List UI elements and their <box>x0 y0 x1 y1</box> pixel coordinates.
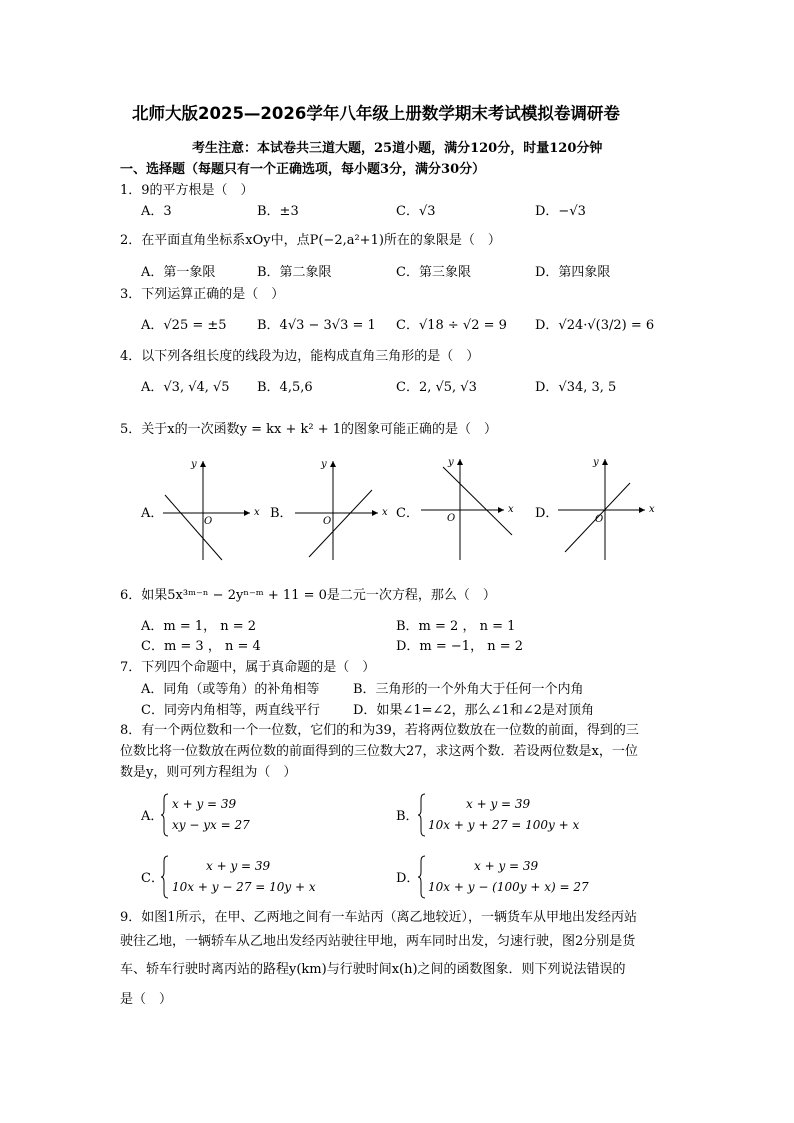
origin-label: O <box>595 514 604 525</box>
question-1-option-c[interactable]: C．√3 <box>396 204 436 219</box>
question-7-option-c[interactable]: C．同旁内角相等，两直线平行 <box>141 703 320 718</box>
question-2-option-c[interactable]: C．第三象限 <box>396 265 471 280</box>
graph-b <box>292 455 392 565</box>
y-axis-label: y <box>321 459 327 470</box>
question-8-option-b[interactable]: B． <box>396 809 419 824</box>
question-8-d-eq-1: x + y = 39 <box>474 859 539 873</box>
brace-d <box>417 855 427 899</box>
origin-label: O <box>204 516 213 527</box>
x-axis-label: x <box>508 504 514 515</box>
question-8-option-a[interactable]: A． <box>141 809 164 824</box>
question-1-option-d[interactable]: D．−√3 <box>535 204 586 219</box>
page-title: 北师大版2025—2026学年八年级上册数学期末考试模拟卷调研卷 <box>132 104 620 123</box>
origin-label: O <box>447 513 456 524</box>
question-4-option-a[interactable]: A．√3, √4, √5 <box>141 380 230 395</box>
question-9-line-3: 车、轿车行驶时离丙站的路程y(km)与行驶时间x(h)之间的函数图象．则下列说法错误的 <box>120 962 626 977</box>
question-4-stem: 4．以下列各组长度的线段为边，能构成直角三角形的是（ ） <box>120 349 480 364</box>
graph-c <box>418 455 518 565</box>
question-9-line-2: 驶往乙地，一辆轿车从乙地出发经丙站驶往甲地，两车同时出发，匀速行驶，图2分别是货 <box>120 934 636 949</box>
question-8-c-eq-1: x + y = 39 <box>206 859 271 873</box>
question-5-option-c[interactable]: C． <box>396 506 419 521</box>
question-7-stem: 7．下列四个命题中，属于真命题的是（ ） <box>120 660 376 675</box>
brace-c <box>160 855 170 899</box>
question-1-option-b[interactable]: B．±3 <box>257 204 299 219</box>
question-6-option-a[interactable]: A．m = 1， n = 2 <box>141 619 257 634</box>
question-5-stem: 5．关于x的一次函数y = kx + k² + 1的图象可能正确的是（ ） <box>120 422 497 437</box>
question-7-option-b[interactable]: B．三角形的一个外角大于任何一个内角 <box>353 682 584 697</box>
x-axis-label: x <box>649 504 655 515</box>
section-heading: 一、选择题（每题只有一个正确选项，每小题3分，满分30分） <box>120 162 486 177</box>
exam-notice: 考生注意：本试卷共三道大题，25道小题，满分120分，时量120分钟 <box>192 141 603 156</box>
question-2-stem: 2．在平面直角坐标系xOy中，点P(−2,a²+1)所在的象限是（ ） <box>120 233 501 248</box>
question-8-line-3: 数是y，则可列方程组为（ ） <box>120 765 297 780</box>
question-8-b-eq-1: x + y = 39 <box>466 797 531 811</box>
x-axis-label: x <box>254 507 260 518</box>
y-axis-label: y <box>593 457 599 468</box>
question-8-line-1: 8．有一个两位数和一个一位数，它们的和为39，若将两位数放在一位数的前面，得到的三 <box>120 723 639 738</box>
graph-d <box>555 455 655 565</box>
question-4-option-b[interactable]: B．4,5,6 <box>257 380 313 395</box>
question-2-option-d[interactable]: D．第四象限 <box>535 265 611 280</box>
question-3-option-c[interactable]: C．√18 ÷ √2 = 9 <box>396 318 507 333</box>
question-8-a-eq-2: xy − yx = 27 <box>172 818 250 832</box>
question-8-line-2: 位数比将一位数放在两位数的前面得到的三位数大27，求这两个数．若设两位数是x，一位 <box>120 744 638 759</box>
question-5-option-b[interactable]: B． <box>270 506 293 521</box>
y-axis-label: y <box>448 457 454 468</box>
brace-b <box>417 793 427 837</box>
question-4-option-c[interactable]: C．2, √5, √3 <box>396 380 477 395</box>
question-5-option-a[interactable]: A． <box>141 506 164 521</box>
question-8-b-eq-2: 10x + y + 27 = 100y + x <box>428 818 580 832</box>
y-axis-label: y <box>191 459 197 470</box>
question-6-stem: 6．如果5x³ᵐ⁻ⁿ − 2yⁿ⁻ᵐ + 11 = 0是二元一次方程，那么（ ） <box>120 588 496 603</box>
question-8-option-d[interactable]: D． <box>396 871 420 886</box>
question-3-option-b[interactable]: B．4√3 − 3√3 = 1 <box>257 318 376 333</box>
question-8-d-eq-2: 10x + y − (100y + x) = 27 <box>428 880 589 894</box>
brace-a <box>160 793 170 837</box>
question-9-line-1: 9．如图1所示，在甲、乙两地之间有一车站丙（离乙地较近），一辆货车从甲地出发经丙站 <box>120 910 638 925</box>
question-2-option-a[interactable]: A．第一象限 <box>141 265 216 280</box>
question-8-a-eq-1: x + y = 39 <box>172 797 237 811</box>
graph-a <box>160 455 260 565</box>
question-7-option-a[interactable]: A．同角（或等角）的补角相等 <box>141 682 320 697</box>
question-6-option-c[interactable]: C．m = 3 ， n = 4 <box>141 639 261 654</box>
question-4-option-d[interactable]: D．√34, 3, 5 <box>535 380 617 395</box>
question-1-stem: 1．9的平方根是（ ） <box>120 183 254 198</box>
x-axis-label: x <box>382 507 388 518</box>
question-1-option-a[interactable]: A．3 <box>141 204 172 219</box>
question-3-option-d[interactable]: D．√24·√(3/2) = 6 <box>535 318 655 333</box>
question-9-line-4: 是（ ） <box>120 992 173 1007</box>
question-3-stem: 3．下列运算正确的是（ ） <box>120 287 285 302</box>
question-7-option-d[interactable]: D．如果∠1=∠2，那么∠1和∠2是对顶角 <box>353 703 594 718</box>
question-8-option-c[interactable]: C． <box>141 871 164 886</box>
question-3-option-a[interactable]: A．√25 = ±5 <box>141 318 227 333</box>
question-5-option-d[interactable]: D． <box>535 506 559 521</box>
question-8-c-eq-2: 10x + y − 27 = 10y + x <box>172 880 316 894</box>
question-2-option-b[interactable]: B．第二象限 <box>257 265 332 280</box>
question-6-option-b[interactable]: B．m = 2 ， n = 1 <box>396 619 516 634</box>
origin-label: O <box>323 516 332 527</box>
question-6-option-d[interactable]: D．m = −1， n = 2 <box>396 639 524 654</box>
